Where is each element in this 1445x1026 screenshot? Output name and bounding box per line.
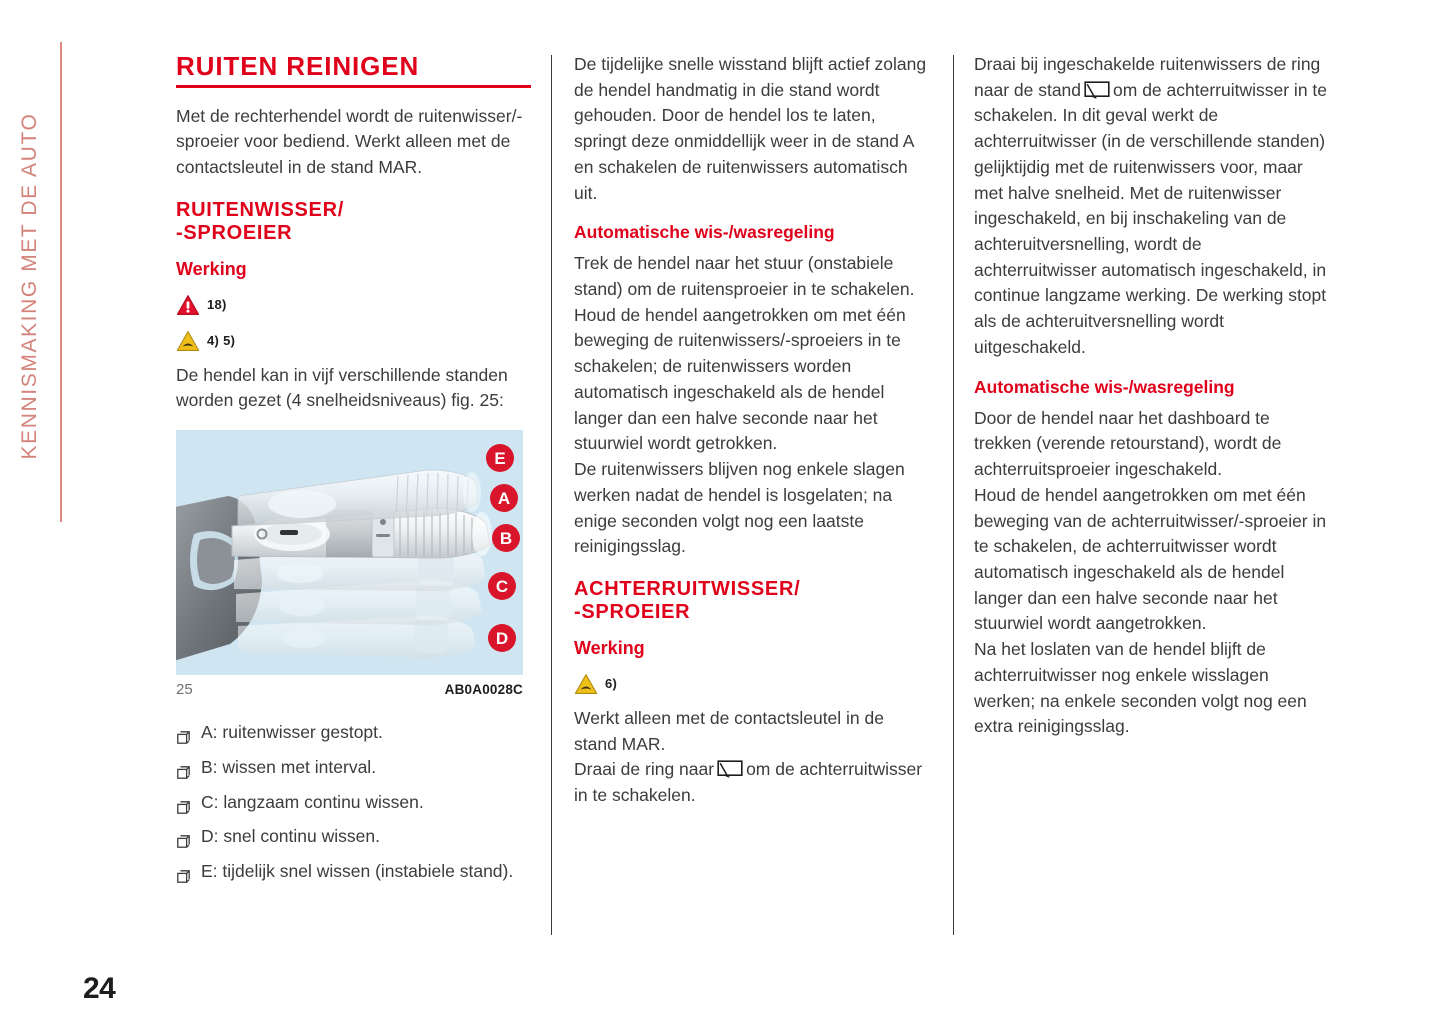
list-item bbox=[176, 790, 531, 816]
svg-text:E: E bbox=[494, 449, 506, 469]
warning-triangle-red-icon bbox=[176, 294, 200, 316]
intro-paragraph: Met de rechterhendel wordt de ruitenwisser/-sproeier voor bediend. Werkt alleen met de contactsleutel in de stand MAR. bbox=[176, 105, 523, 178]
page-number: 24 bbox=[83, 972, 116, 1005]
list-item-label: B: wissen met interval. bbox=[201, 756, 377, 777]
cube-bullet-icon bbox=[177, 761, 190, 774]
heading-auto-wash-rear: Automatische wis-/wasregeling bbox=[974, 376, 1235, 397]
heading-auto-wash-front: Automatische wis-/wasregeling bbox=[574, 222, 835, 243]
svg-text:B: B bbox=[499, 529, 513, 549]
figure-25 bbox=[176, 430, 523, 698]
list-item bbox=[176, 720, 531, 746]
heading-werking-rear: Werking bbox=[574, 638, 645, 659]
paragraph-temporary-fast-wipe: De tijdelijke snelle wisstand blijft actief zolang de hendel handmatig in die stand wordt gehouden. Door de hendel los te laten, springt deze onmiddellijk weer in de stand A en schakelen de ruitenwissers automatisch uit. bbox=[574, 54, 927, 203]
paragraph-pull-lever: Trek de hendel naar het stuur (onstabiele stand) om de ruitensproeier in te schakelen. bbox=[574, 253, 915, 300]
cube-bullet-icon bbox=[177, 865, 190, 878]
list-item-label: D: snel continu wissen. bbox=[201, 826, 380, 847]
figure-number: 25 bbox=[176, 681, 193, 699]
turn-ring-text-after: om de achterruitwisser in te schakelen. bbox=[574, 759, 923, 806]
chapter-tab-rule bbox=[60, 42, 62, 522]
heading-rear-wiper-line2: -SPROEIER bbox=[574, 601, 691, 624]
cube-bullet-icon bbox=[177, 726, 190, 739]
paragraph-pull-lever-dashboard: Door de hendel naar het dashboard te trekken (verende retourstand), wordt de achterruitsproeier ingeschakeld. bbox=[974, 407, 1282, 480]
svg-text:A: A bbox=[497, 489, 511, 509]
chapter-tab-label: KENNISMAKING MET DE AUTO bbox=[18, 112, 41, 460]
heading-wiper-washer-line1: RUITENWISSER/ bbox=[176, 198, 344, 221]
page-title-underline bbox=[176, 85, 531, 88]
column-2 bbox=[574, 52, 929, 809]
svg-text:C: C bbox=[495, 577, 509, 597]
warning-triangle-yellow-icon bbox=[574, 673, 598, 695]
list-item-label: A: ruitenwisser gestopt. bbox=[201, 722, 383, 743]
heading-rear-wiper-washer bbox=[574, 578, 929, 624]
paragraph-mar-key-rear: Werkt alleen met de contactsleutel in de stand MAR. bbox=[574, 707, 884, 754]
figure-code: AB0A0028C bbox=[444, 682, 523, 698]
rear-ring-text-before: Draai bij ingeschakelde ruitenwissers de ring naar de stand bbox=[974, 54, 1321, 100]
column-3 bbox=[974, 52, 1329, 740]
heading-wiper-washer bbox=[176, 199, 531, 245]
chapter-tab bbox=[0, 42, 62, 522]
warning-yellow-reference: 4) 5) bbox=[207, 333, 236, 349]
warning-row-red bbox=[176, 293, 531, 317]
warning-row-yellow-rear bbox=[574, 672, 929, 696]
heading-rear-wiper-line1: ACHTERRUITWISSER/ bbox=[574, 577, 801, 600]
list-item-label: C: langzaam continu wissen. bbox=[201, 791, 424, 812]
page-title: RUITEN REINIGEN bbox=[176, 51, 420, 81]
warning-triangle-yellow-icon bbox=[176, 330, 200, 352]
rear-ring-text-after: om de achterruitwisser in te schakelen. In dit geval werkt de achterruitwisser (in de verschillende standen) gelijktijdig met de ruitenwissers voor, maar met halve snelheid. Met de ruitenwisser ingeschakeld, en bij inschakeling van de achteruitversnelling, wordt de achterruitwisser automatisch ingeschakeld, in continue langzame werking. De werking stopt als de achteruitversnelling wordt uitgeschakeld. bbox=[974, 79, 1328, 357]
paragraph-release-lever-rear: Na het loslaten van de hendel blijft de achterruitwisser nog enkele wisslagen werken; na enkele seconden volgt nog een extra reinigingsslag. bbox=[974, 639, 1307, 737]
paragraph-extra-strokes: De ruitenwissers blijven nog enkele slagen werken nadat de hendel is losgelaten; na enige seconden volgt nog een laatste reinigingsslag. bbox=[574, 459, 905, 557]
paragraph-turn-ring bbox=[574, 757, 929, 808]
paragraph-hold-lever: Houd de hendel aangetrokken om met één beweging de ruitenwissers/-sproeiers in te schakelen; de ruitenwissers worden automatisch ingeschakeld als de hendel langer dan een halve seconde naar het stuurwiel wordt getrokken. bbox=[574, 304, 906, 454]
column-separator-1 bbox=[551, 55, 552, 935]
rear-wiper-icon bbox=[1084, 81, 1110, 99]
cube-bullet-icon bbox=[177, 830, 190, 843]
figure-25-image bbox=[176, 430, 523, 675]
cube-bullet-icon bbox=[177, 796, 190, 809]
column-separator-2 bbox=[953, 55, 954, 935]
turn-ring-text-before: Draai de ring naar bbox=[574, 759, 715, 780]
figure-25-caption bbox=[176, 681, 523, 698]
positions-paragraph: De hendel kan in vijf verschillende standen worden gezet (4 snelheidsniveaus) fig. 25: bbox=[176, 364, 508, 411]
list-item bbox=[176, 824, 531, 850]
warning-red-reference: 18) bbox=[207, 297, 227, 313]
rear-wiper-icon bbox=[717, 760, 743, 778]
warning-row-yellow bbox=[176, 329, 531, 353]
paragraph-rear-ring-position bbox=[974, 52, 1329, 361]
paragraph-hold-lever-rear: Houd de hendel aangetrokken om met één beweging van de achterruitwisser/-sproeier in te schakelen, de achterruitwisser wordt automatisch ingeschakeld als de hendel langer dan een halve seconde naar het stuurwiel wordt aangetrokken. bbox=[974, 484, 1327, 634]
wiper-positions-list bbox=[176, 720, 531, 885]
heading-wiper-washer-line2: -SPROEIER bbox=[176, 221, 293, 244]
list-item-label: E: tijdelijk snel wissen (instabiele stand). bbox=[201, 861, 514, 882]
warning-yellow-reference-rear: 6) bbox=[605, 676, 618, 692]
svg-text:D: D bbox=[495, 629, 509, 649]
list-item bbox=[176, 859, 531, 885]
list-item bbox=[176, 755, 531, 781]
column-1 bbox=[176, 52, 531, 894]
heading-werking-front: Werking bbox=[176, 259, 247, 280]
